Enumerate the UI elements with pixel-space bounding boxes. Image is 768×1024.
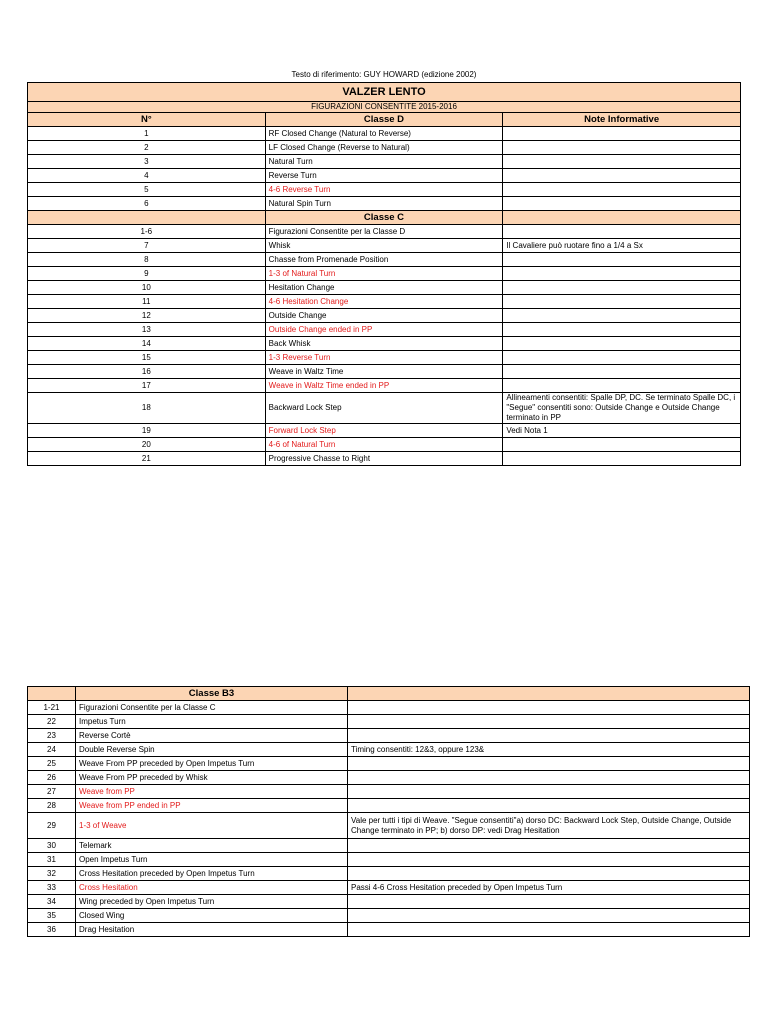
note-text bbox=[503, 197, 741, 211]
note-text bbox=[503, 323, 741, 337]
row-number: 7 bbox=[28, 239, 266, 253]
header-notes-empty bbox=[348, 687, 750, 701]
figure-name: 4-6 of Natural Turn bbox=[265, 438, 503, 452]
note-text bbox=[348, 771, 750, 785]
figure-name: Closed Wing bbox=[76, 909, 348, 923]
header-num-empty bbox=[28, 687, 76, 701]
header-notes: Note Informative bbox=[503, 113, 741, 127]
row-number: 16 bbox=[28, 365, 266, 379]
note-text bbox=[503, 183, 741, 197]
table-row bbox=[28, 379, 741, 393]
figure-name: 1-3 of Natural Turn bbox=[265, 267, 503, 281]
figure-name: Cross Hesitation bbox=[76, 881, 348, 895]
figure-name: RF Closed Change (Natural to Reverse) bbox=[265, 127, 503, 141]
figure-name: Backward Lock Step bbox=[265, 393, 503, 424]
page-title: VALZER LENTO bbox=[28, 83, 741, 102]
table-row bbox=[28, 337, 741, 351]
note-text bbox=[348, 839, 750, 853]
figure-name: Telemark bbox=[76, 839, 348, 853]
row-number: 25 bbox=[28, 757, 76, 771]
figure-name: Weave From PP preceded by Open Impetus Turn bbox=[76, 757, 348, 771]
table-row bbox=[28, 281, 741, 295]
table-row bbox=[28, 141, 741, 155]
figure-name: Natural Spin Turn bbox=[265, 197, 503, 211]
row-number: 26 bbox=[28, 771, 76, 785]
table-row bbox=[28, 771, 750, 785]
note-text bbox=[348, 785, 750, 799]
figure-name: 1-3 Reverse Turn bbox=[265, 351, 503, 365]
table-row bbox=[28, 757, 750, 771]
row-number: 20 bbox=[28, 438, 266, 452]
row-number: 35 bbox=[28, 909, 76, 923]
note-text bbox=[503, 267, 741, 281]
row-number: 2 bbox=[28, 141, 266, 155]
figure-name: 1-3 of Weave bbox=[76, 813, 348, 839]
table-row bbox=[28, 225, 741, 239]
table-row bbox=[28, 295, 741, 309]
table-row bbox=[28, 452, 741, 466]
row-number: 28 bbox=[28, 799, 76, 813]
note-text: Allineamenti consentiti: Spalle DP, DC. Se terminato Spalle DC, i "Segue" consentiti sono: Outside Change e Outside Change terminato in PP bbox=[503, 393, 741, 424]
row-number: 1-6 bbox=[28, 225, 266, 239]
note-text bbox=[348, 909, 750, 923]
figure-name: Wing preceded by Open Impetus Turn bbox=[76, 895, 348, 909]
header-classe-d: Classe D bbox=[265, 113, 503, 127]
row-number: 10 bbox=[28, 281, 266, 295]
row-number: 13 bbox=[28, 323, 266, 337]
section-note-empty bbox=[503, 211, 741, 225]
figure-name: Outside Change ended in PP bbox=[265, 323, 503, 337]
row-number: 14 bbox=[28, 337, 266, 351]
note-text bbox=[503, 365, 741, 379]
header-num: N° bbox=[28, 113, 266, 127]
table-row bbox=[28, 155, 741, 169]
header-row bbox=[28, 113, 741, 127]
row-number: 15 bbox=[28, 351, 266, 365]
table-row bbox=[28, 197, 741, 211]
note-text bbox=[348, 715, 750, 729]
table-row bbox=[28, 867, 750, 881]
figure-name: Drag Hesitation bbox=[76, 923, 348, 937]
table-row bbox=[28, 169, 741, 183]
note-text bbox=[503, 351, 741, 365]
row-number: 19 bbox=[28, 424, 266, 438]
table-classe-b3 bbox=[27, 686, 750, 937]
table-classe-d-c bbox=[27, 82, 741, 466]
row-number: 34 bbox=[28, 895, 76, 909]
section-label: Classe C bbox=[265, 211, 503, 225]
note-text bbox=[348, 757, 750, 771]
table-row bbox=[28, 239, 741, 253]
figure-name: Progressive Chasse to Right bbox=[265, 452, 503, 466]
figure-name: Reverse Turn bbox=[265, 169, 503, 183]
table-row bbox=[28, 393, 741, 424]
table-row bbox=[28, 839, 750, 853]
row-number: 4 bbox=[28, 169, 266, 183]
note-text bbox=[348, 895, 750, 909]
row-number: 12 bbox=[28, 309, 266, 323]
row-number: 11 bbox=[28, 295, 266, 309]
table-row bbox=[28, 853, 750, 867]
figure-name: Figurazioni Consentite per la Classe D bbox=[265, 225, 503, 239]
table-row bbox=[28, 438, 741, 452]
note-text bbox=[503, 295, 741, 309]
note-text bbox=[503, 225, 741, 239]
figure-name: Outside Change bbox=[265, 309, 503, 323]
note-text: Il Cavaliere può ruotare fino a 1/4 a Sx bbox=[503, 239, 741, 253]
note-text bbox=[503, 155, 741, 169]
figure-name: Open Impetus Turn bbox=[76, 853, 348, 867]
section-header-classe-c bbox=[28, 211, 741, 225]
table-row bbox=[28, 923, 750, 937]
note-text bbox=[503, 169, 741, 183]
note-text bbox=[503, 452, 741, 466]
note-text: Vedi Nota 1 bbox=[503, 424, 741, 438]
table-row bbox=[28, 351, 741, 365]
reference-text: Testo di riferimento: GUY HOWARD (edizione 2002) bbox=[291, 70, 477, 79]
row-number: 3 bbox=[28, 155, 266, 169]
note-text bbox=[503, 337, 741, 351]
figure-name: Reverse Cortè bbox=[76, 729, 348, 743]
row-number: 23 bbox=[28, 729, 76, 743]
row-number: 1-21 bbox=[28, 701, 76, 715]
figure-name: Natural Turn bbox=[265, 155, 503, 169]
table-row bbox=[28, 267, 741, 281]
figure-name: Weave from PP bbox=[76, 785, 348, 799]
table-row bbox=[28, 323, 741, 337]
table-row bbox=[28, 183, 741, 197]
table-row bbox=[28, 909, 750, 923]
table-row bbox=[28, 895, 750, 909]
figure-name: Impetus Turn bbox=[76, 715, 348, 729]
figure-name: Hesitation Change bbox=[265, 281, 503, 295]
note-text bbox=[503, 253, 741, 267]
row-number: 6 bbox=[28, 197, 266, 211]
note-text bbox=[348, 799, 750, 813]
row-number: 24 bbox=[28, 743, 76, 757]
figure-name: Forward Lock Step bbox=[265, 424, 503, 438]
table-row bbox=[28, 743, 750, 757]
figure-name: Whisk bbox=[265, 239, 503, 253]
table-row bbox=[28, 424, 741, 438]
row-number: 32 bbox=[28, 867, 76, 881]
figure-name: Weave in Waltz Time ended in PP bbox=[265, 379, 503, 393]
figure-name: Cross Hesitation preceded by Open Impetus Turn bbox=[76, 867, 348, 881]
figure-name: Figurazioni Consentite per la Classe C bbox=[76, 701, 348, 715]
note-text bbox=[348, 853, 750, 867]
row-number: 36 bbox=[28, 923, 76, 937]
table-row bbox=[28, 715, 750, 729]
note-text bbox=[503, 141, 741, 155]
section-label-b3: Classe B3 bbox=[76, 687, 348, 701]
figure-name: 4-6 Hesitation Change bbox=[265, 295, 503, 309]
table-row bbox=[28, 799, 750, 813]
note-text bbox=[503, 438, 741, 452]
table-row bbox=[28, 309, 741, 323]
figure-name: 4-6 Reverse Turn bbox=[265, 183, 503, 197]
subtitle-row bbox=[28, 102, 741, 113]
page-subtitle: FIGURAZIONI CONSENTITE 2015-2016 bbox=[28, 102, 741, 113]
row-number: 1 bbox=[28, 127, 266, 141]
note-text: Passi 4-6 Cross Hesitation preceded by Open Impetus Turn bbox=[348, 881, 750, 895]
note-text bbox=[503, 309, 741, 323]
table-row bbox=[28, 785, 750, 799]
row-number: 27 bbox=[28, 785, 76, 799]
table-row bbox=[28, 729, 750, 743]
row-number: 8 bbox=[28, 253, 266, 267]
row-number: 22 bbox=[28, 715, 76, 729]
figure-name: LF Closed Change (Reverse to Natural) bbox=[265, 141, 503, 155]
figure-name: Double Reverse Spin bbox=[76, 743, 348, 757]
note-text bbox=[503, 127, 741, 141]
note-text bbox=[503, 379, 741, 393]
figure-name: Weave from PP ended in PP bbox=[76, 799, 348, 813]
row-number: 9 bbox=[28, 267, 266, 281]
note-text: Timing consentiti: 12&3, oppure 123& bbox=[348, 743, 750, 757]
figure-name: Weave From PP preceded by Whisk bbox=[76, 771, 348, 785]
note-text: Vale per tutti i tipi di Weave. "Segue consentiti"a) dorso DC: Backward Lock Step, Outside Change, Outside Change terminato in PP; b) dorso DP: vedi Drag Hesitation bbox=[348, 813, 750, 839]
title-row bbox=[28, 83, 741, 102]
row-number: 31 bbox=[28, 853, 76, 867]
table-row bbox=[28, 701, 750, 715]
row-number: 21 bbox=[28, 452, 266, 466]
table-row bbox=[28, 881, 750, 895]
note-text bbox=[348, 923, 750, 937]
table-row bbox=[28, 365, 741, 379]
figure-name: Chasse from Promenade Position bbox=[265, 253, 503, 267]
row-number: 17 bbox=[28, 379, 266, 393]
table-row bbox=[28, 127, 741, 141]
note-text bbox=[348, 701, 750, 715]
section-header-b3 bbox=[28, 687, 750, 701]
note-text bbox=[348, 729, 750, 743]
row-number: 5 bbox=[28, 183, 266, 197]
table-row bbox=[28, 253, 741, 267]
row-number: 18 bbox=[28, 393, 266, 424]
note-text bbox=[348, 867, 750, 881]
section-num-empty bbox=[28, 211, 266, 225]
row-number: 29 bbox=[28, 813, 76, 839]
row-number: 33 bbox=[28, 881, 76, 895]
table-row bbox=[28, 813, 750, 839]
row-number: 30 bbox=[28, 839, 76, 853]
figure-name: Back Whisk bbox=[265, 337, 503, 351]
note-text bbox=[503, 281, 741, 295]
figure-name: Weave in Waltz Time bbox=[265, 365, 503, 379]
